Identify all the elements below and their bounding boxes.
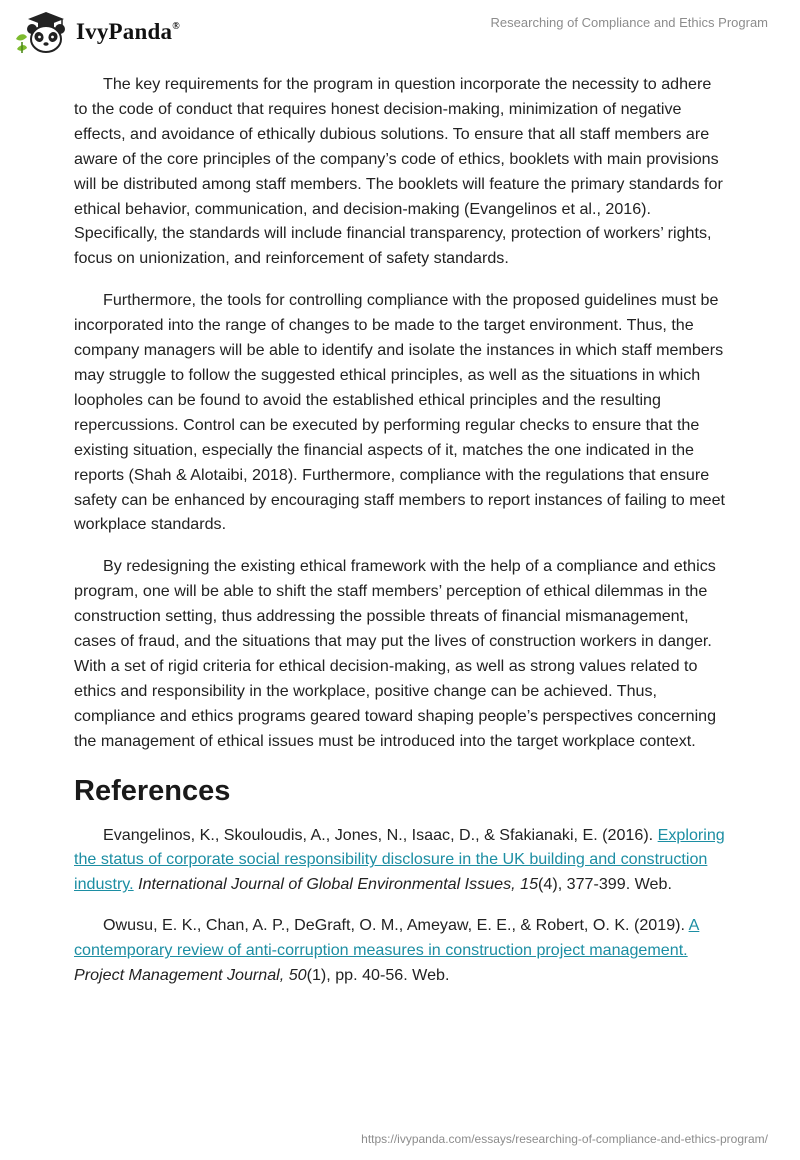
source-url[interactable]: https://ivypanda.com/essays/researching-of-compliance-and-ethics-program/ (361, 1132, 768, 1146)
reference-link[interactable]: Exploring the status of corporate social responsibility disclosure in the UK building and construction industry. (74, 825, 725, 894)
document-title: Researching of Compliance and Ethics Program (490, 15, 768, 30)
reference-details: (4), 377-399. Web. (538, 875, 672, 894)
page-header (0, 0, 800, 60)
reference-authors: Evangelinos, K., Skouloudis, A., Jones, N., Isaac, D., & Sfakianaki, E. (2016). (103, 825, 654, 844)
references-heading: References (74, 774, 231, 807)
reference-entry (74, 823, 726, 898)
reference-journal: Project Management Journal, 50 (74, 966, 307, 985)
panda-icon (14, 9, 70, 55)
paragraph: Furthermore, the tools for controlling compliance with the proposed guidelines must be incorporated into the range of changes to be made to the target environment. Thus, the company managers will be able to identify and isolate the instances in which staff members may struggle to follow the suggested ethical principles, as well as the situations in which loopholes can be found to avoid the established ethical principles and the resulting repercussions. Control can be executed by performing regular checks to ensure that the existing situation, especially the financial aspects of it, matches the one indicated in the reports (Shah & Alotaibi, 2018). Furthermore, compliance with the regulations that ensure safety can be enhanced by encouraging staff members to report instances of failing to meet workplace standards. (74, 291, 725, 534)
reference-entry (74, 913, 726, 988)
brand-name: IvyPanda® (76, 19, 180, 44)
ivypanda-logo[interactable] (14, 10, 180, 54)
paragraph: The key requirements for the program in question incorporate the necessity to adhere to the code of conduct that requires honest decision-making, minimization of negative effects, and avoidance of ethically dubious solutions. To ensure that all staff members are aware of the core principles of the company’s code of ethics, booklets with main provisions will be distributed among staff members. The booklets will feature the primary standards for ethical behavior, communication, and decision-making (Evangelinos et al., 2016). Specifically, the standards will include financial transparency, protection of workers’ rights, focus on unionization, and reinforcement of safety standards. (74, 75, 723, 268)
reference-journal: International Journal of Global Environmental Issues, 15 (138, 875, 539, 894)
essay-body (74, 72, 726, 1004)
reference-details: (1), pp. 40-56. Web. (306, 966, 450, 985)
reference-authors: Owusu, E. K., Chan, A. P., DeGraft, O. M., Ameyaw, E. E., & Robert, O. K. (2019). (103, 916, 685, 935)
reference-link[interactable]: A contemporary review of anti-corruption measures in construction project management. (74, 916, 700, 960)
paragraph: By redesigning the existing ethical framework with the help of a compliance and ethics program, one will be able to shift the staff members’ perception of ethical dilemmas in the construction setting, thus addressing the possible threats of financial mismanagement, cases of fraud, and the situations that may put the lives of construction workers in danger. With a set of rigid criteria for ethical decision-making, as well as strong values related to ethics and responsibility in the workplace, positive change can be achieved. Thus, compliance and ethics programs geared toward shaping people’s perspectives concerning the management of ethical issues must be introduced into the target workplace context. (74, 557, 717, 750)
